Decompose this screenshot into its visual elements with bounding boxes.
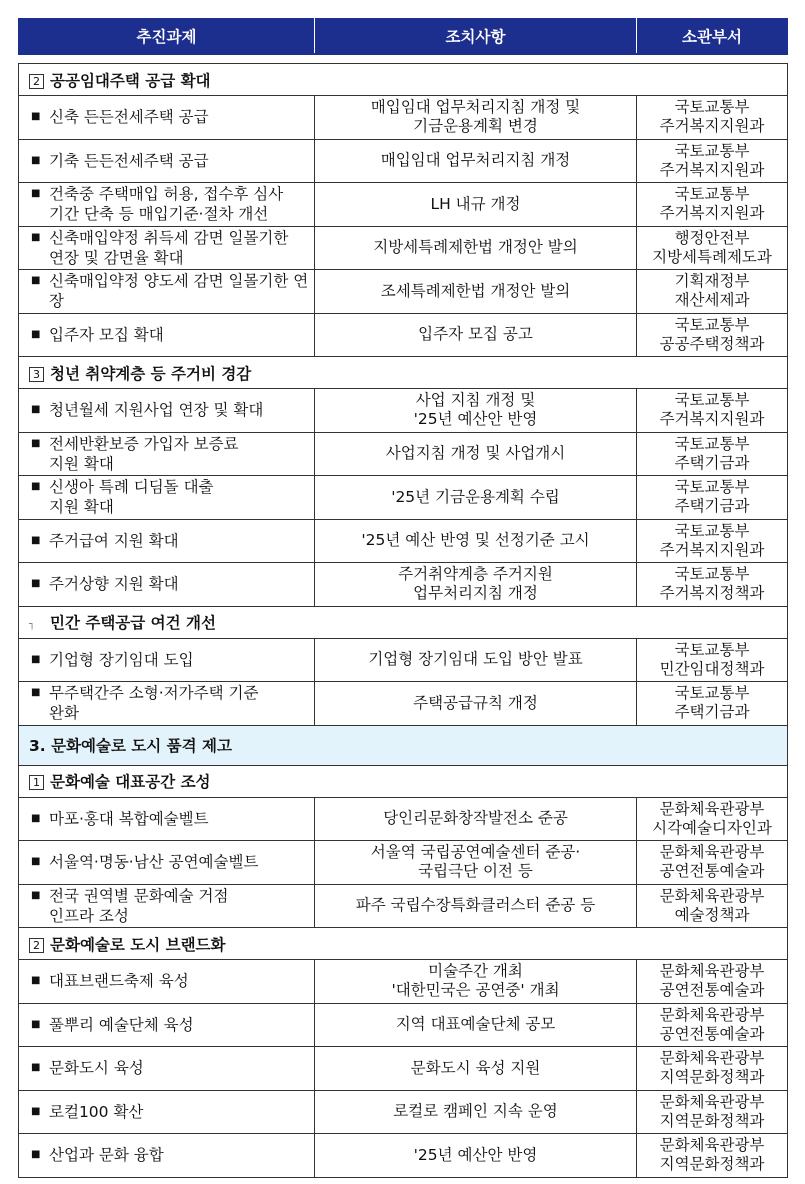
- policy-table-page: [18, 18, 787, 1178]
- section-row: [19, 64, 788, 96]
- task-text: 신축매입약정 양도세 감면 일몰기한 연장: [49, 272, 309, 311]
- square-bullet-icon: ■: [31, 687, 41, 699]
- task-wrap: [31, 400, 310, 420]
- dept-cell: 국토교통부 주거복지지원과: [637, 139, 788, 183]
- dept-cell: 국토교통부 주택기금과: [637, 476, 788, 520]
- action-cell: 기업형 장기임대 도입 방안 발표: [315, 638, 637, 682]
- task-text: 신축 든든전세주택 공급: [49, 108, 209, 127]
- task-text: 기업형 장기임대 도입: [49, 650, 194, 669]
- table-row: [19, 432, 788, 476]
- action-cell: '25년 예산 반영 및 선정기준 고시: [315, 519, 637, 563]
- square-bullet-icon: ■: [31, 578, 41, 590]
- task-text: 입주자 모집 확대: [49, 325, 164, 344]
- task-cell: [19, 563, 315, 607]
- square-bullet-icon: ■: [31, 437, 41, 449]
- task-text: 대표브랜드축제 육성: [49, 972, 189, 991]
- square-bullet-icon: ■: [31, 1018, 41, 1030]
- table-row: [19, 638, 788, 682]
- dept-cell: 문화체육관광부 지역문화정책과: [637, 1047, 788, 1091]
- header-dept: 소관부서: [637, 19, 788, 54]
- square-bullet-icon: ■: [31, 1062, 41, 1074]
- task-text: 주거상향 지원 확대: [49, 575, 179, 594]
- section-number: 3: [29, 367, 44, 382]
- header-gap: [19, 54, 788, 64]
- task-cell: [19, 841, 315, 885]
- square-bullet-icon: ■: [31, 653, 41, 665]
- task-wrap: [31, 228, 310, 268]
- section-title: 문화예술 대표공간 조성: [50, 773, 211, 791]
- section-row: [19, 357, 788, 389]
- action-cell: 로컬로 캠페인 지속 운영: [315, 1090, 637, 1134]
- square-bullet-icon: ■: [31, 975, 41, 987]
- table-row: [19, 270, 788, 314]
- action-cell: 서울역 국립공연예술센터 준공· 국립극단 이전 등: [315, 841, 637, 885]
- chapter-row: [19, 725, 788, 765]
- task-cell: [19, 183, 315, 227]
- dept-cell: 국토교통부 주거복지지원과: [637, 96, 788, 140]
- task-wrap: [31, 1015, 310, 1035]
- action-cell: LH 내규 개정: [315, 183, 637, 227]
- dept-cell: 문화체육관광부 공연전통예술과: [637, 841, 788, 885]
- task-wrap: [31, 1102, 310, 1122]
- dept-cell: 문화체육관광부 공연전통예술과: [637, 1003, 788, 1047]
- task-wrap: [31, 1145, 310, 1165]
- table-header: [19, 19, 788, 54]
- dept-cell: 국토교통부 주거복지지원과: [637, 183, 788, 227]
- action-cell: 매입임대 업무처리지침 개정: [315, 139, 637, 183]
- square-bullet-icon: ■: [31, 481, 41, 493]
- header-task: 추진과제: [19, 19, 315, 54]
- action-cell: '25년 예산안 반영: [315, 1134, 637, 1178]
- action-cell: 문화도시 육성 지원: [315, 1047, 637, 1091]
- section-row: [19, 606, 788, 638]
- square-bullet-icon: ■: [31, 812, 41, 824]
- task-text: 신축매입약정 취득세 감면 일몰기한 연장 및 감면율 확대: [49, 228, 289, 267]
- task-text: 건축중 주택매입 허용, 접수후 심사 기간 단축 등 매입기준·절차 개선: [49, 185, 284, 224]
- task-text: 기축 든든전세주택 공급: [49, 151, 209, 170]
- section-title-cell: [19, 765, 788, 797]
- table-row: [19, 960, 788, 1004]
- task-wrap: [31, 531, 310, 551]
- task-wrap: [31, 809, 310, 829]
- table-row: [19, 884, 788, 928]
- task-text: 문화도시 육성: [49, 1059, 144, 1078]
- task-wrap: [31, 325, 310, 345]
- task-cell: [19, 638, 315, 682]
- task-text: 신생아 특례 디딤돌 대출 지원 확대: [49, 478, 214, 517]
- section-row: [19, 765, 788, 797]
- dept-cell: 국토교통부 주거복지지원과: [637, 389, 788, 433]
- section-title-cell: [19, 606, 788, 638]
- table-row: [19, 476, 788, 520]
- table-row: [19, 1134, 788, 1178]
- task-cell: [19, 1047, 315, 1091]
- task-cell: [19, 139, 315, 183]
- section-title-cell: [19, 928, 788, 960]
- section-title: 청년 취약계층 등 주거비 경감: [50, 364, 252, 383]
- table-body: [19, 54, 788, 1178]
- task-cell: [19, 1003, 315, 1047]
- task-cell: [19, 226, 315, 270]
- square-bullet-icon: ■: [31, 856, 41, 868]
- action-cell: 입주자 모집 공고: [315, 313, 637, 357]
- table-row: [19, 563, 788, 607]
- dept-cell: 문화체육관광부 지역문화정책과: [637, 1134, 788, 1178]
- dept-cell: 국토교통부 주거복지지원과: [637, 519, 788, 563]
- table-row: [19, 1003, 788, 1047]
- task-text: 전세반환보증 가입자 보증료 지원 확대: [49, 434, 239, 473]
- task-wrap: [31, 574, 310, 594]
- dept-cell: 국토교통부 공공주택정책과: [637, 313, 788, 357]
- action-cell: 주거취약계층 주거지원 업무처리지침 개정: [315, 563, 637, 607]
- task-wrap: [31, 852, 310, 872]
- square-bullet-icon: ■: [31, 404, 41, 416]
- table-row: [19, 139, 788, 183]
- table-row: [19, 313, 788, 357]
- square-bullet-icon: ■: [31, 154, 41, 166]
- table-row: [19, 841, 788, 885]
- dept-cell: 국토교통부 주택기금과: [637, 432, 788, 476]
- section-number: 2: [29, 74, 44, 89]
- table-row: [19, 389, 788, 433]
- dept-cell: 문화체육관광부 시각예술디자인과: [637, 797, 788, 841]
- task-cell: [19, 96, 315, 140]
- task-wrap: [31, 1058, 310, 1078]
- action-cell: 당인리문화창작발전소 준공: [315, 797, 637, 841]
- action-cell: 지방세특례제한법 개정안 발의: [315, 226, 637, 270]
- task-cell: [19, 682, 315, 726]
- task-wrap: [31, 184, 310, 224]
- section-title: 공공임대주택 공급 확대: [50, 71, 211, 90]
- section-title: 민간 주택공급 여건 개선: [50, 614, 216, 632]
- square-bullet-icon: ■: [31, 1105, 41, 1117]
- task-cell: [19, 1090, 315, 1134]
- header-action: 조치사항: [315, 19, 637, 54]
- section-title-cell: [19, 357, 788, 389]
- action-cell: 미술주간 개최 '대한민국은 공연중' 개최: [315, 960, 637, 1004]
- dept-cell: 국토교통부 민간임대정책과: [637, 638, 788, 682]
- action-cell: 파주 국립수장특화클러스터 준공 등: [315, 884, 637, 928]
- square-bullet-icon: ■: [31, 328, 41, 340]
- table-row: [19, 1090, 788, 1134]
- task-cell: [19, 519, 315, 563]
- section-row: [19, 928, 788, 960]
- task-cell: [19, 270, 315, 314]
- task-cell: [19, 432, 315, 476]
- square-bullet-icon: ■: [31, 1149, 41, 1161]
- dept-cell: 국토교통부 주택기금과: [637, 682, 788, 726]
- square-bullet-icon: ■: [31, 188, 41, 200]
- task-text: 주거급여 지원 확대: [49, 531, 179, 550]
- dept-cell: 문화체육관광부 공연전통예술과: [637, 960, 788, 1004]
- task-wrap: [31, 151, 310, 171]
- action-cell: 지역 대표예술단체 공모: [315, 1003, 637, 1047]
- task-wrap: [31, 477, 310, 517]
- dept-cell: 문화체육관광부 예술정책과: [637, 884, 788, 928]
- table-row: [19, 226, 788, 270]
- section-number: 2: [29, 938, 44, 953]
- section-number-icon: ┐: [29, 619, 36, 630]
- square-bullet-icon: ■: [31, 534, 41, 546]
- task-text: 산업과 문화 융합: [49, 1146, 164, 1165]
- action-cell: 주택공급규칙 개정: [315, 682, 637, 726]
- action-cell: 사업지침 개정 및 사업개시: [315, 432, 637, 476]
- task-text: 서울역·명동·남산 공연예술벨트: [49, 853, 259, 872]
- action-cell: 조세특례제한법 개정안 발의: [315, 270, 637, 314]
- task-text: 풀뿌리 예술단체 육성: [49, 1015, 194, 1034]
- table-row: [19, 519, 788, 563]
- task-text: 전국 권역별 문화예술 거점 인프라 조성: [49, 886, 229, 925]
- table-row: [19, 183, 788, 227]
- square-bullet-icon: ■: [31, 231, 41, 243]
- dept-cell: 국토교통부 주거복지정책과: [637, 563, 788, 607]
- chapter-title: 3. 문화예술로 도시 품격 제고: [19, 725, 788, 765]
- task-wrap: [31, 683, 310, 723]
- task-wrap: [31, 107, 310, 127]
- task-wrap: [31, 650, 310, 670]
- square-bullet-icon: ■: [31, 889, 41, 901]
- action-cell: '25년 기금운용계획 수립: [315, 476, 637, 520]
- dept-cell: 행정안전부 지방세특례제도과: [637, 226, 788, 270]
- action-cell: 사업 지침 개정 및 '25년 예산안 반영: [315, 389, 637, 433]
- task-wrap: [31, 434, 310, 474]
- task-text: 마포·홍대 복합예술벨트: [49, 809, 209, 828]
- task-cell: [19, 313, 315, 357]
- task-cell: [19, 476, 315, 520]
- dept-cell: 문화체육관광부 지역문화정책과: [637, 1090, 788, 1134]
- task-text: 무주택간주 소형·저가주택 기준 완화: [49, 684, 259, 723]
- task-cell: [19, 1134, 315, 1178]
- section-title: 문화예술로 도시 브랜드화: [50, 935, 226, 954]
- action-cell: 매입임대 업무처리지침 개정 및 기금운용계획 변경: [315, 96, 637, 140]
- task-wrap: [31, 886, 310, 926]
- task-cell: [19, 389, 315, 433]
- square-bullet-icon: ■: [31, 111, 41, 123]
- square-bullet-icon: ■: [31, 275, 41, 287]
- task-text: 로컬100 확산: [49, 1102, 144, 1121]
- task-wrap: [31, 971, 310, 991]
- table-row: [19, 1047, 788, 1091]
- task-cell: [19, 960, 315, 1004]
- dept-cell: 기획재정부 재산세제과: [637, 270, 788, 314]
- task-wrap: [31, 271, 310, 311]
- task-cell: [19, 884, 315, 928]
- policy-table: [18, 18, 788, 1178]
- section-number: 1: [29, 775, 44, 790]
- task-cell: [19, 797, 315, 841]
- section-title-cell: [19, 64, 788, 96]
- task-text: 청년월세 지원사업 연장 및 확대: [49, 401, 264, 420]
- table-row: [19, 797, 788, 841]
- table-row: [19, 682, 788, 726]
- table-row: [19, 96, 788, 140]
